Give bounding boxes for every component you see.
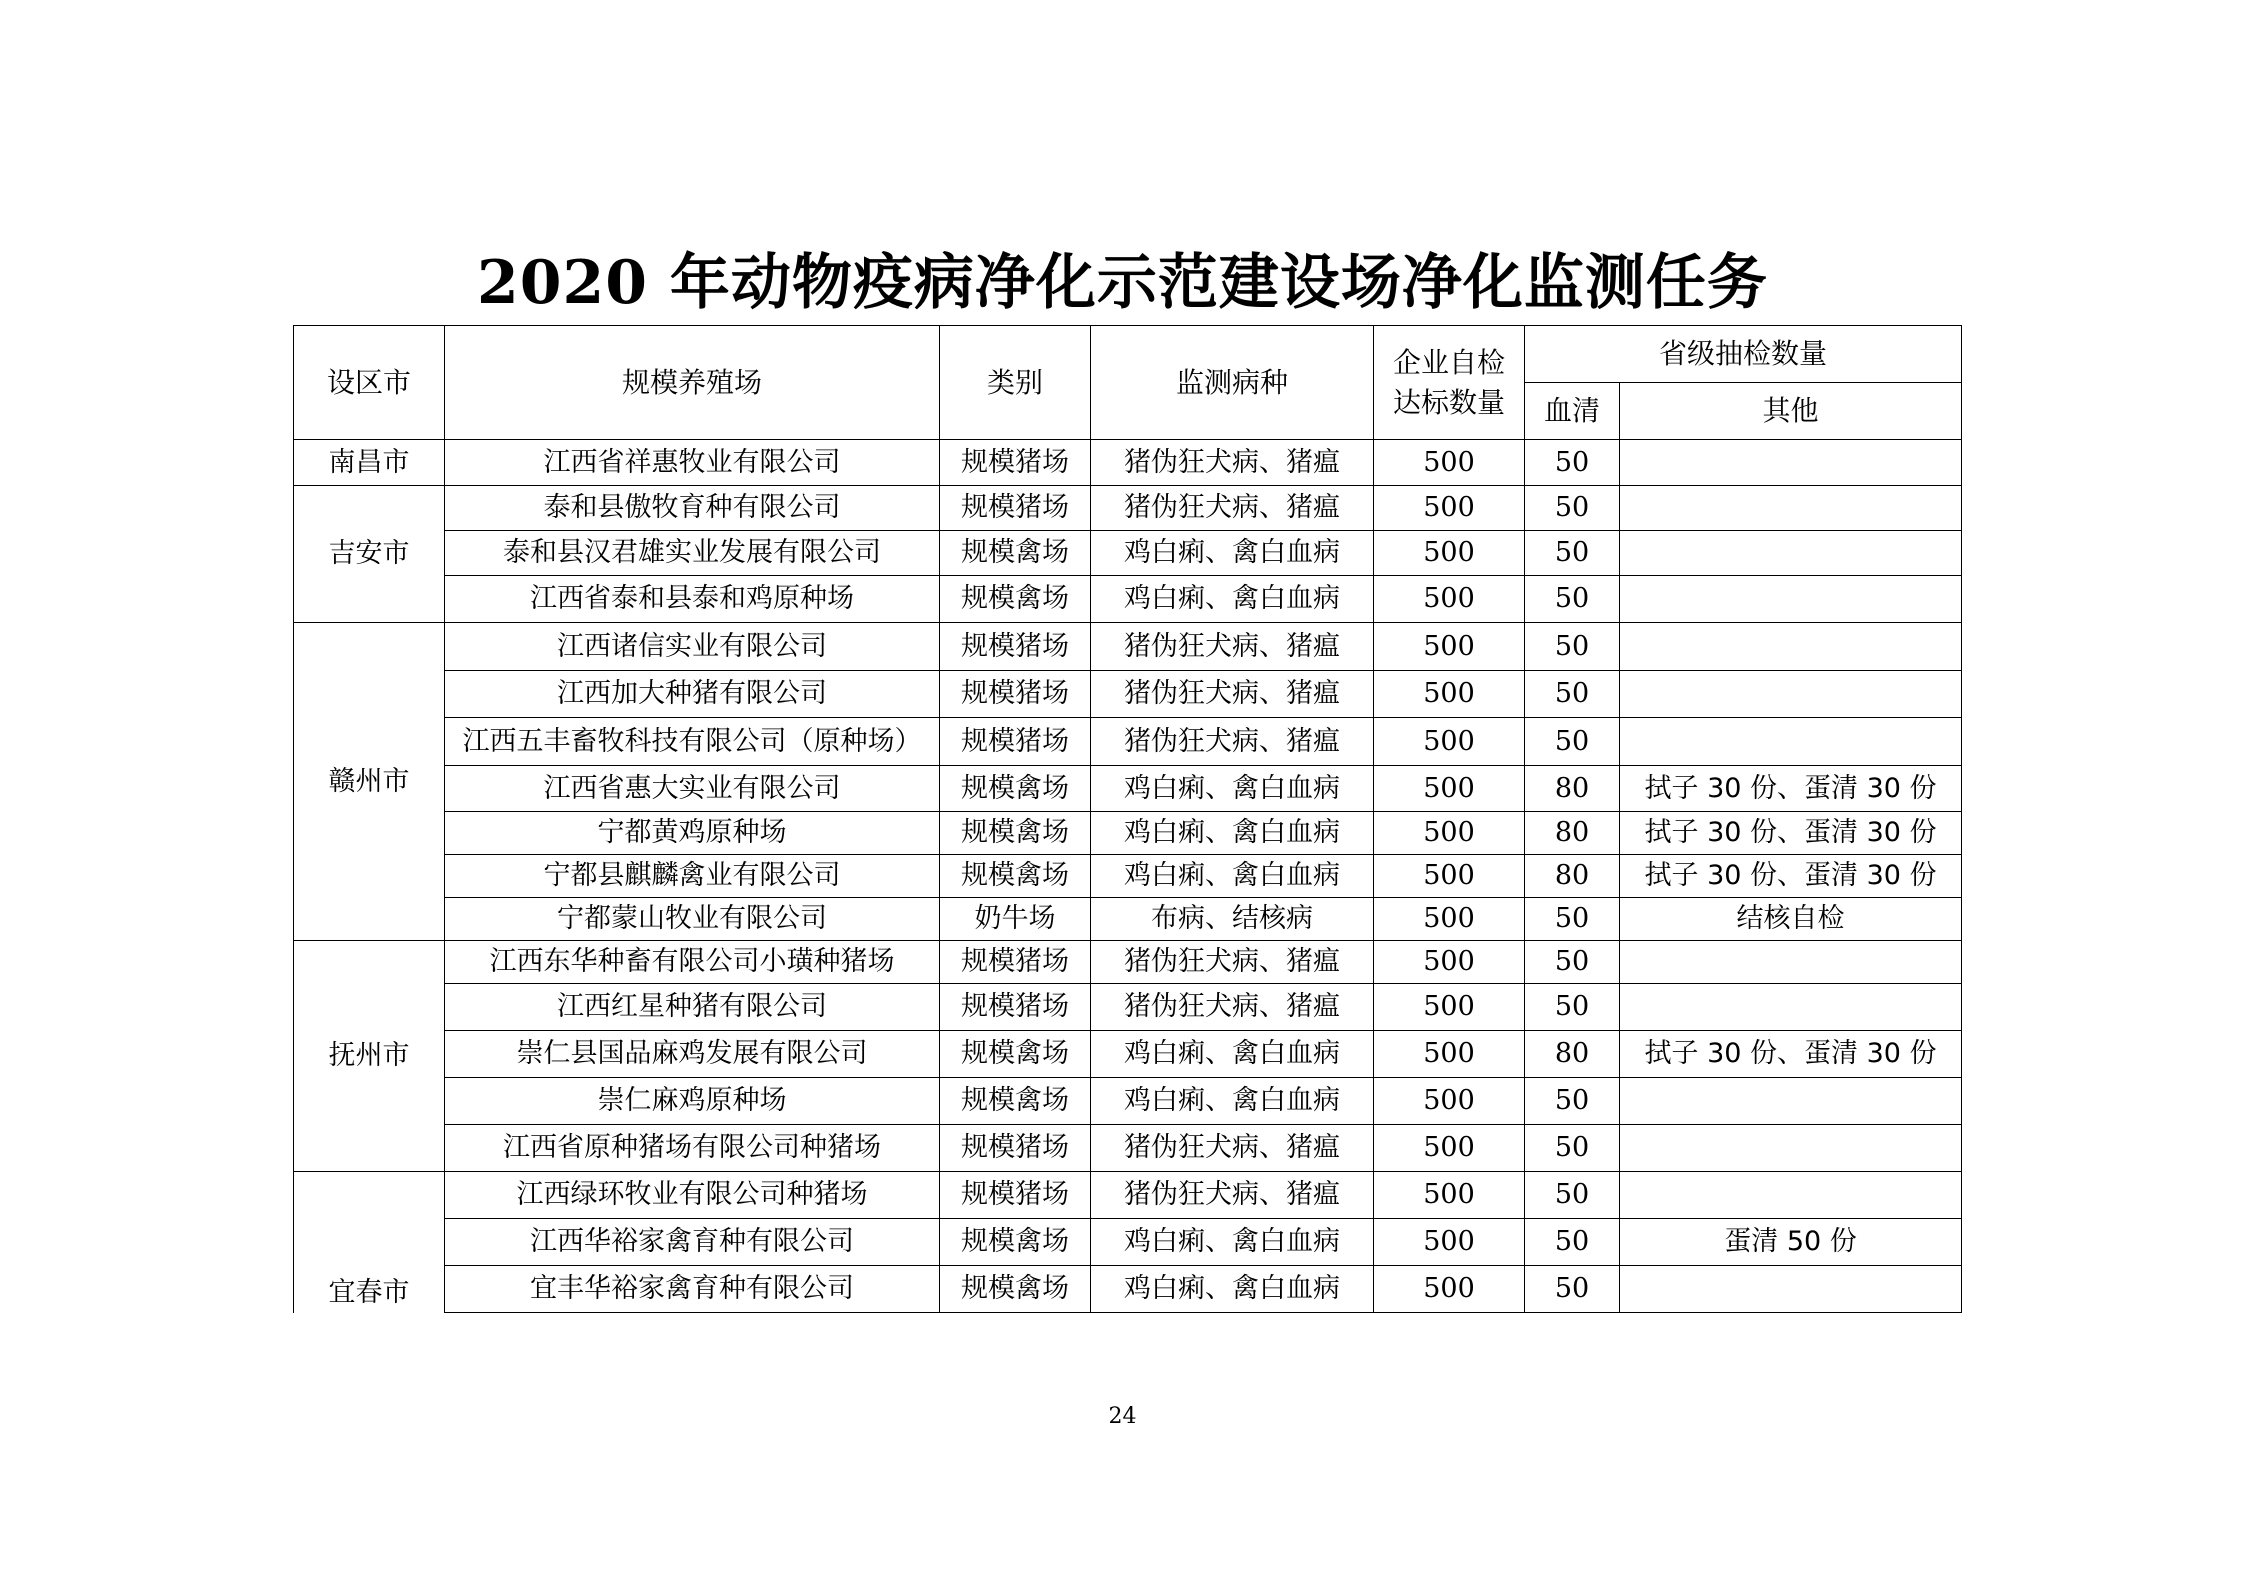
table-row [294, 576, 1962, 623]
serum-cell: 50 [1525, 984, 1620, 1031]
farm-cell: 江西华裕家禽育种有限公司 [445, 1219, 940, 1266]
header-disease: 监测病种 [1091, 326, 1374, 440]
table-row [294, 855, 1962, 898]
other-cell: 拭子 30 份、蛋清 30 份 [1620, 1031, 1962, 1078]
disease-cell: 鸡白痢、禽白血病 [1091, 812, 1374, 855]
header-other: 其他 [1620, 383, 1962, 440]
self-check-cell: 500 [1374, 531, 1525, 576]
disease-cell: 猪伪狂犬病、猪瘟 [1091, 623, 1374, 671]
category-cell: 规模猪场 [940, 486, 1091, 531]
self-check-cell: 500 [1374, 1172, 1525, 1219]
serum-cell: 80 [1525, 1031, 1620, 1078]
disease-cell: 猪伪狂犬病、猪瘟 [1091, 718, 1374, 766]
category-cell: 规模禽场 [940, 1031, 1091, 1078]
self-check-cell: 500 [1374, 812, 1525, 855]
table-body [294, 440, 1962, 1313]
category-cell: 规模禽场 [940, 812, 1091, 855]
other-cell [1620, 440, 1962, 486]
serum-cell: 50 [1525, 1219, 1620, 1266]
category-cell: 规模猪场 [940, 718, 1091, 766]
disease-cell: 布病、结核病 [1091, 898, 1374, 941]
farm-cell: 江西五丰畜牧科技有限公司（原种场） [445, 718, 940, 766]
other-cell [1620, 984, 1962, 1031]
disease-cell: 猪伪狂犬病、猪瘟 [1091, 941, 1374, 984]
serum-cell: 80 [1525, 766, 1620, 812]
table-row [294, 1266, 1962, 1313]
farm-cell: 宁都县麒麟禽业有限公司 [445, 855, 940, 898]
other-cell [1620, 1172, 1962, 1219]
serum-cell: 80 [1525, 812, 1620, 855]
farm-cell: 江西东华种畜有限公司小璜种猪场 [445, 941, 940, 984]
serum-cell: 50 [1525, 718, 1620, 766]
farm-cell: 泰和县傲牧育种有限公司 [445, 486, 940, 531]
disease-cell: 猪伪狂犬病、猪瘟 [1091, 984, 1374, 1031]
table-row [294, 486, 1962, 531]
self-check-cell: 500 [1374, 941, 1525, 984]
self-check-cell: 500 [1374, 576, 1525, 623]
category-cell: 规模猪场 [940, 440, 1091, 486]
self-check-cell: 500 [1374, 1266, 1525, 1313]
farm-cell: 江西加大种猪有限公司 [445, 671, 940, 718]
disease-cell: 鸡白痢、禽白血病 [1091, 1031, 1374, 1078]
table-row [294, 1172, 1962, 1219]
other-cell [1620, 576, 1962, 623]
self-check-cell: 500 [1374, 1078, 1525, 1125]
disease-cell: 鸡白痢、禽白血病 [1091, 576, 1374, 623]
other-cell [1620, 718, 1962, 766]
other-cell [1620, 1078, 1962, 1125]
farm-cell: 江西诸信实业有限公司 [445, 623, 940, 671]
category-cell: 规模禽场 [940, 1219, 1091, 1266]
self-check-cell: 500 [1374, 766, 1525, 812]
category-cell: 规模禽场 [940, 531, 1091, 576]
disease-cell: 鸡白痢、禽白血病 [1091, 531, 1374, 576]
other-cell: 拭子 30 份、蛋清 30 份 [1620, 855, 1962, 898]
category-cell: 规模猪场 [940, 984, 1091, 1031]
disease-cell: 鸡白痢、禽白血病 [1091, 1266, 1374, 1313]
serum-cell: 50 [1525, 1266, 1620, 1313]
disease-cell: 鸡白痢、禽白血病 [1091, 1078, 1374, 1125]
category-cell: 规模猪场 [940, 1125, 1091, 1172]
self-check-cell: 500 [1374, 440, 1525, 486]
disease-cell: 猪伪狂犬病、猪瘟 [1091, 440, 1374, 486]
category-cell: 奶牛场 [940, 898, 1091, 941]
serum-cell: 50 [1525, 486, 1620, 531]
table-row [294, 1031, 1962, 1078]
disease-cell: 鸡白痢、禽白血病 [1091, 1219, 1374, 1266]
farm-cell: 崇仁麻鸡原种场 [445, 1078, 940, 1125]
other-cell [1620, 531, 1962, 576]
other-cell [1620, 486, 1962, 531]
self-check-cell: 500 [1374, 718, 1525, 766]
other-cell [1620, 941, 1962, 984]
header-self-check: 企业自检达标数量 [1374, 326, 1525, 440]
serum-cell: 50 [1525, 1125, 1620, 1172]
table-row [294, 766, 1962, 812]
header-serum: 血清 [1525, 383, 1620, 440]
other-cell [1620, 671, 1962, 718]
table-row [294, 1219, 1962, 1266]
disease-cell: 鸡白痢、禽白血病 [1091, 855, 1374, 898]
city-cell: 南昌市 [294, 440, 445, 486]
document-title: 2020 年动物疫病净化示范建设场净化监测任务 [477, 248, 1768, 318]
serum-cell: 50 [1525, 941, 1620, 984]
table-row [294, 898, 1962, 941]
category-cell: 规模猪场 [940, 623, 1091, 671]
table-row [294, 623, 1962, 671]
farm-cell: 崇仁县国品麻鸡发展有限公司 [445, 1031, 940, 1078]
category-cell: 规模禽场 [940, 576, 1091, 623]
self-check-cell: 500 [1374, 1031, 1525, 1078]
serum-cell: 50 [1525, 898, 1620, 941]
farm-cell: 江西省祥惠牧业有限公司 [445, 440, 940, 486]
serum-cell: 50 [1525, 1078, 1620, 1125]
category-cell: 规模禽场 [940, 1266, 1091, 1313]
table-row [294, 984, 1962, 1031]
category-cell: 规模猪场 [940, 671, 1091, 718]
city-cell: 赣州市 [294, 623, 445, 941]
farm-cell: 泰和县汉君雄实业发展有限公司 [445, 531, 940, 576]
city-cell: 吉安市 [294, 486, 445, 623]
category-cell: 规模禽场 [940, 766, 1091, 812]
serum-cell: 50 [1525, 671, 1620, 718]
category-cell: 规模禽场 [940, 855, 1091, 898]
serum-cell: 50 [1525, 531, 1620, 576]
table-row [294, 1078, 1962, 1125]
self-check-cell: 500 [1374, 898, 1525, 941]
table-row [294, 812, 1962, 855]
category-cell: 规模猪场 [940, 1172, 1091, 1219]
table-row [294, 1125, 1962, 1172]
farm-cell: 江西红星种猪有限公司 [445, 984, 940, 1031]
disease-cell: 猪伪狂犬病、猪瘟 [1091, 1125, 1374, 1172]
disease-cell: 猪伪狂犬病、猪瘟 [1091, 671, 1374, 718]
farm-cell: 宁都黄鸡原种场 [445, 812, 940, 855]
other-cell: 结核自检 [1620, 898, 1962, 941]
farm-cell: 宜丰华裕家禽育种有限公司 [445, 1266, 940, 1313]
farm-cell: 宁都蒙山牧业有限公司 [445, 898, 940, 941]
table-header [294, 326, 1962, 440]
table-row [294, 671, 1962, 718]
farm-cell: 江西绿环牧业有限公司种猪场 [445, 1172, 940, 1219]
self-check-cell: 500 [1374, 486, 1525, 531]
table-row [294, 440, 1962, 486]
other-cell: 拭子 30 份、蛋清 30 份 [1620, 766, 1962, 812]
self-check-cell: 500 [1374, 855, 1525, 898]
disease-cell: 鸡白痢、禽白血病 [1091, 766, 1374, 812]
other-cell [1620, 1125, 1962, 1172]
city-cell [294, 1172, 445, 1313]
serum-cell: 50 [1525, 576, 1620, 623]
header-farm: 规模养殖场 [445, 326, 940, 440]
other-cell: 拭子 30 份、蛋清 30 份 [1620, 812, 1962, 855]
header-provincial: 省级抽检数量 [1525, 326, 1962, 383]
serum-cell: 50 [1525, 623, 1620, 671]
self-check-cell: 500 [1374, 1125, 1525, 1172]
city-cell: 抚州市 [294, 941, 445, 1172]
header-city: 设区市 [294, 326, 445, 440]
table-row [294, 941, 1962, 984]
other-cell [1620, 1266, 1962, 1313]
self-check-cell: 500 [1374, 1219, 1525, 1266]
table-row [294, 718, 1962, 766]
disease-cell: 猪伪狂犬病、猪瘟 [1091, 1172, 1374, 1219]
disease-cell: 猪伪狂犬病、猪瘟 [1091, 486, 1374, 531]
category-cell: 规模禽场 [940, 1078, 1091, 1125]
city-label: 宜春市 [328, 1276, 410, 1308]
self-check-cell: 500 [1374, 623, 1525, 671]
header-category: 类别 [940, 326, 1091, 440]
other-cell: 蛋清 50 份 [1620, 1219, 1962, 1266]
table-row [294, 531, 1962, 576]
self-check-cell: 500 [1374, 984, 1525, 1031]
serum-cell: 50 [1525, 440, 1620, 486]
monitoring-task-table [293, 325, 1962, 1313]
farm-cell: 江西省惠大实业有限公司 [445, 766, 940, 812]
category-cell: 规模猪场 [940, 941, 1091, 984]
serum-cell: 50 [1525, 1172, 1620, 1219]
farm-cell: 江西省原种猪场有限公司种猪场 [445, 1125, 940, 1172]
page-number: 24 [1108, 1404, 1137, 1429]
other-cell [1620, 623, 1962, 671]
farm-cell: 江西省泰和县泰和鸡原种场 [445, 576, 940, 623]
serum-cell: 80 [1525, 855, 1620, 898]
self-check-cell: 500 [1374, 671, 1525, 718]
